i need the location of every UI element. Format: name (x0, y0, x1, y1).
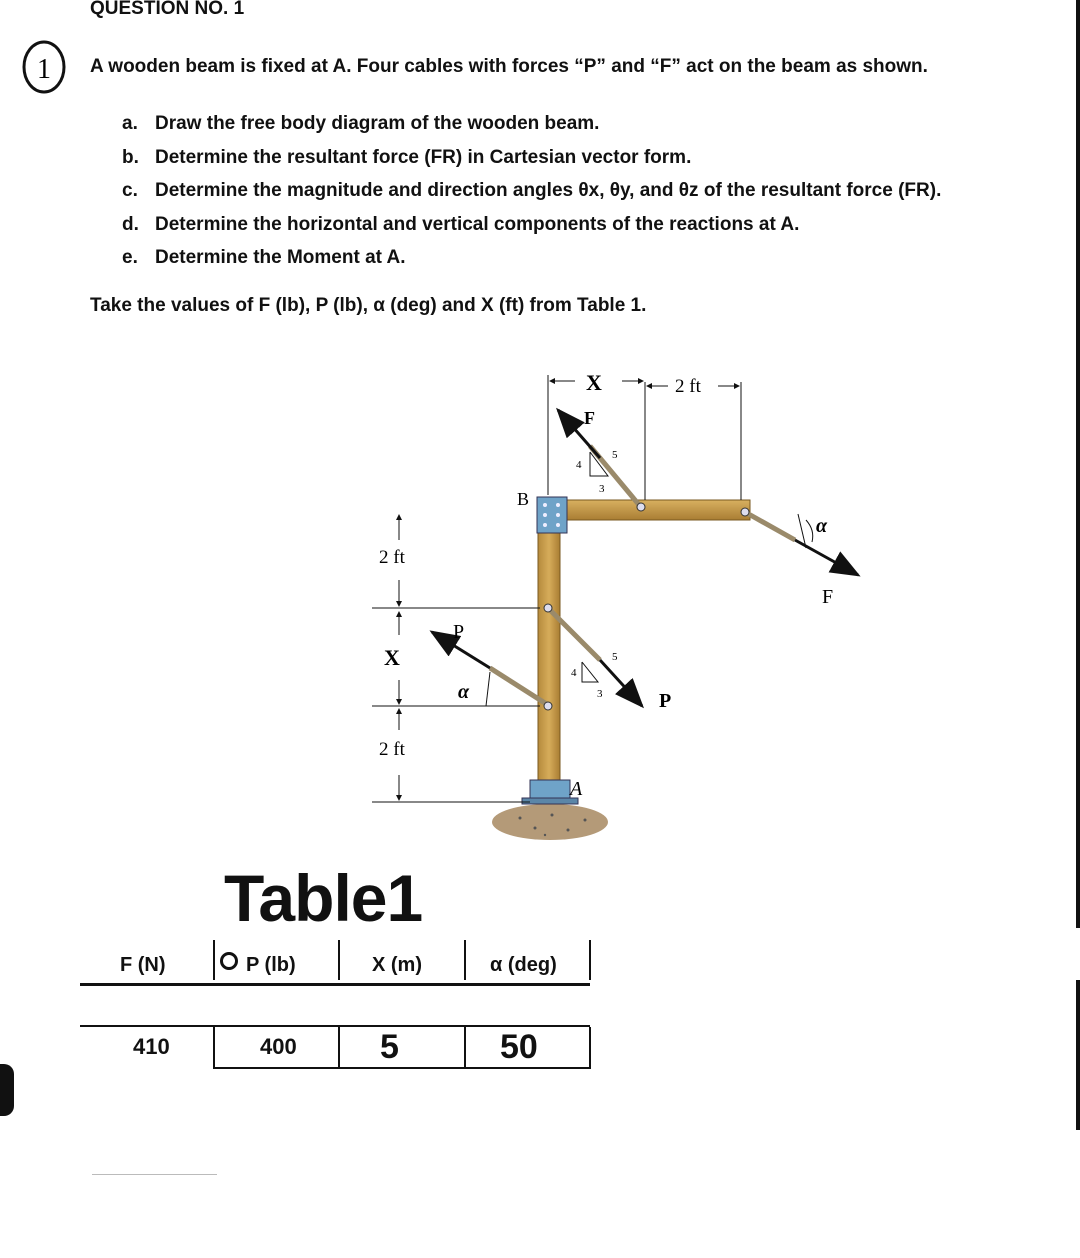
task-letter: d. (122, 213, 139, 235)
alpha-ref-line-left (486, 672, 490, 706)
table-rule-header (80, 983, 590, 986)
label-b: B (517, 489, 530, 509)
vertical-beam (538, 498, 560, 800)
task-item (122, 247, 941, 281)
right-edge-bar-bottom (1076, 980, 1080, 1130)
right-edge-bar-top (1076, 0, 1080, 928)
tri-top-4: 4 (576, 459, 582, 471)
task-text: Determine the horizontal and vertical components of the reactions at A. (155, 213, 800, 235)
task-letter: c. (122, 180, 138, 201)
task-text: Determine the resultant force (FR) in Cartesian vector form. (155, 146, 692, 168)
alpha-arc-right (806, 520, 813, 542)
task-list (122, 113, 941, 281)
task-letter: e. (122, 247, 138, 268)
task-letter: b. (122, 146, 139, 168)
table-header-p: P (lb) (246, 954, 296, 976)
left-edge-mark (0, 1064, 14, 1116)
circled-number-text: 1 (37, 54, 51, 85)
label-p-left: P (453, 621, 465, 643)
label-2ft-left-top: 2 ft (379, 547, 405, 568)
horizontal-beam (560, 500, 750, 520)
task-item (122, 113, 941, 147)
beam-figure (350, 360, 870, 850)
label-p-right: P (659, 690, 672, 712)
pin-f-top (637, 503, 645, 511)
task-text: Determine the Moment at A. (155, 247, 406, 268)
table-vrule-3 (464, 940, 466, 980)
ground-soil (492, 804, 608, 840)
label-f-right: F (822, 586, 834, 608)
label-x-top: X (586, 370, 602, 395)
circled-number-mark (20, 38, 70, 96)
task-item (122, 180, 941, 214)
question-intro: A wooden beam is fixed at A. Four cables with forces “P” and “F” act on the beam as shown. (90, 56, 928, 77)
tri-mid-4: 4 (571, 667, 577, 679)
label-alpha-right: α (816, 515, 828, 537)
label-f-top: F (584, 408, 595, 428)
joint-bracket-b (537, 497, 567, 533)
cable-f-right (745, 512, 795, 540)
table-vrule-8 (589, 1027, 591, 1069)
table-header-f: F (N) (120, 954, 166, 976)
tri-top-5: 5 (612, 449, 618, 461)
label-a: A (570, 778, 583, 800)
label-alpha-left: α (458, 681, 470, 703)
task-item (122, 147, 941, 181)
pin-f-right (741, 508, 749, 516)
table-value-f: 410 (133, 1034, 170, 1059)
table-vrule-1 (213, 940, 215, 980)
table-title: Table1 (224, 861, 423, 935)
force-arrow-f-right (795, 540, 858, 575)
question-heading: QUESTION NO. 1 (90, 0, 245, 19)
task-text: Determine the magnitude and direction angles θx, θy, and θz of the resultant force (FR). (155, 180, 942, 201)
table-value-x: 5 (380, 1028, 399, 1066)
tri-top-3: 3 (599, 483, 605, 495)
label-2ft-left-bottom: 2 ft (379, 739, 405, 760)
table-vrule-4 (589, 940, 591, 980)
table-value-alpha: 50 (500, 1028, 538, 1066)
table-rule-bottom (215, 1067, 590, 1069)
slope-triangle-mid (582, 662, 598, 682)
pin-p-right (544, 604, 552, 612)
table-header-alpha: α (deg) (490, 954, 557, 976)
faint-rule-bottom (92, 1174, 217, 1175)
values-table (80, 940, 590, 1070)
tri-mid-3: 3 (597, 688, 603, 700)
pin-p-left (544, 702, 552, 710)
table-rule-mid (80, 1025, 590, 1027)
task-text: Draw the free body diagram of the wooden beam. (155, 113, 600, 134)
task-letter: a. (122, 113, 138, 134)
tri-mid-5: 5 (612, 651, 618, 663)
table-value-p: 400 (260, 1034, 297, 1059)
task-item (122, 214, 941, 248)
table-instruction: Take the values of F (lb), P (lb), α (deg) and X (ft) from Table 1. (90, 295, 647, 316)
label-2ft-top: 2 ft (675, 376, 701, 397)
force-arrow-p-right (600, 660, 642, 706)
table-vrule-5 (213, 1027, 215, 1069)
table-vrule-2 (338, 940, 340, 980)
table-header-x: X (m) (372, 954, 422, 976)
search-icon (220, 952, 238, 970)
table-vrule-7 (464, 1027, 466, 1069)
label-x-left: X (384, 645, 400, 670)
table-vrule-6 (338, 1027, 340, 1069)
